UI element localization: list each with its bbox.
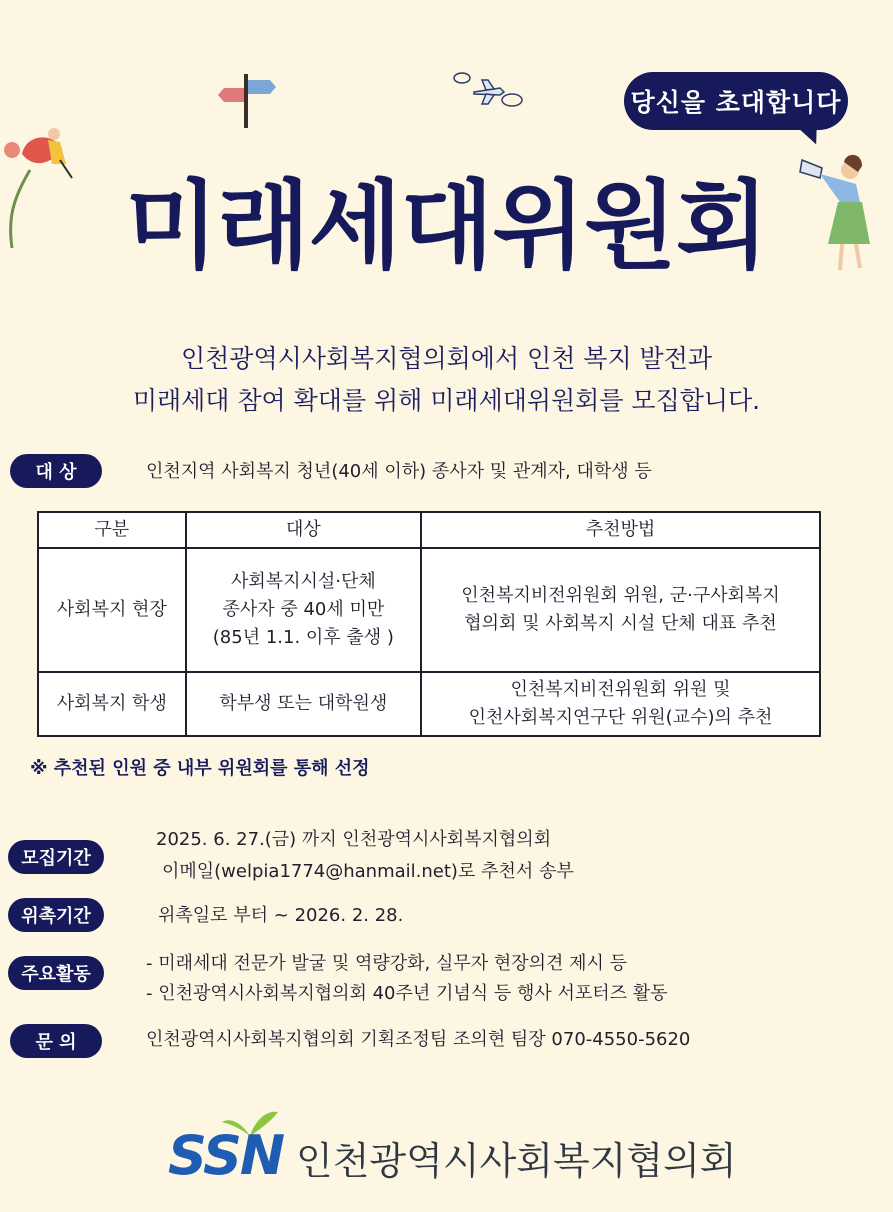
row-method-line: 인천복지비전위원회 위원, 군·구사회복지: [461, 585, 780, 606]
term-label: 위촉기간: [8, 898, 104, 932]
target-label: 대 상: [10, 454, 102, 488]
row-target-line: (85년 1.1. 이후 출생 ): [212, 627, 394, 648]
recruitment-table: [37, 511, 821, 737]
row-category: 사회복지 현장: [38, 548, 186, 672]
activities-label: 주요활동: [8, 956, 104, 990]
table-header-category: 구분: [38, 512, 186, 548]
table-row: [38, 672, 820, 736]
signpost-illustration: [218, 70, 278, 130]
activities-line-1: - 미래세대 전문가 발굴 및 역량강화, 실무자 현장의견 제시 등: [146, 953, 628, 974]
contact-text: 인천광역시사회복지협의회 기획조정팀 조의현 팀장 070-4550-5620: [146, 1029, 691, 1050]
row-target-line: 종사자 중 40세 미만: [222, 599, 385, 620]
row-target-line: 학부생 또는 대학원생: [219, 693, 388, 714]
intro-text: [0, 338, 893, 422]
recruit-line-1: 2025. 6. 27.(금) 까지 인천광역시사회복지협의회: [156, 829, 552, 850]
airplane-illustration: [452, 70, 532, 114]
row-method: [421, 548, 820, 672]
recruit-text: [156, 826, 574, 886]
activities-text: [146, 950, 668, 1008]
row-method-line: 협의회 및 사회복지 시설 단체 대표 추천: [464, 613, 777, 634]
target-text: 인천지역 사회복지 청년(40세 이하) 종사자 및 관계자, 대학생 등: [146, 461, 652, 482]
ssn-logo: SSN: [168, 1124, 284, 1187]
page-title: 미래세대위원회: [125, 170, 768, 282]
intro-line-1: 인천광역시사회복지협의회에서 인천 복지 발전과: [181, 344, 712, 373]
row-method-line: 인천복지비전위원회 위원 및: [510, 679, 731, 700]
intro-line-2: 미래세대 참여 확대를 위해 미래세대위원회를 모집합니다.: [132, 386, 761, 415]
table-header-row: [38, 512, 820, 548]
recruit-line-2: 이메일(welpia1774@hanmail.net)로 추천서 송부: [162, 861, 574, 882]
row-target: [186, 672, 421, 736]
selection-note: ※ 추천된 인원 중 내부 위원회를 통해 선정: [30, 758, 370, 779]
recruit-label: 모집기간: [8, 840, 104, 874]
row-method-line: 인천사회복지연구단 위원(교수)의 추천: [468, 707, 773, 728]
activities-line-2: - 인천광역시사회복지협의회 40주년 기념식 등 행사 서포터즈 활동: [146, 983, 668, 1004]
table-header-target: 대상: [186, 512, 421, 548]
table-header-method: 추천방법: [421, 512, 820, 548]
row-category: 사회복지 학생: [38, 672, 186, 736]
row-target-line: 사회복지시설·단체: [230, 571, 376, 592]
contact-label: 문 의: [10, 1024, 102, 1058]
row-target: [186, 548, 421, 672]
term-text: 위촉일로 부터 ~ 2026. 2. 28.: [158, 905, 404, 926]
table-row: [38, 548, 820, 672]
invitation-bubble: 당신을 초대합니다: [624, 72, 848, 130]
row-method: [421, 672, 820, 736]
organization-name: 인천광역시사회복지협의회: [296, 1139, 737, 1183]
